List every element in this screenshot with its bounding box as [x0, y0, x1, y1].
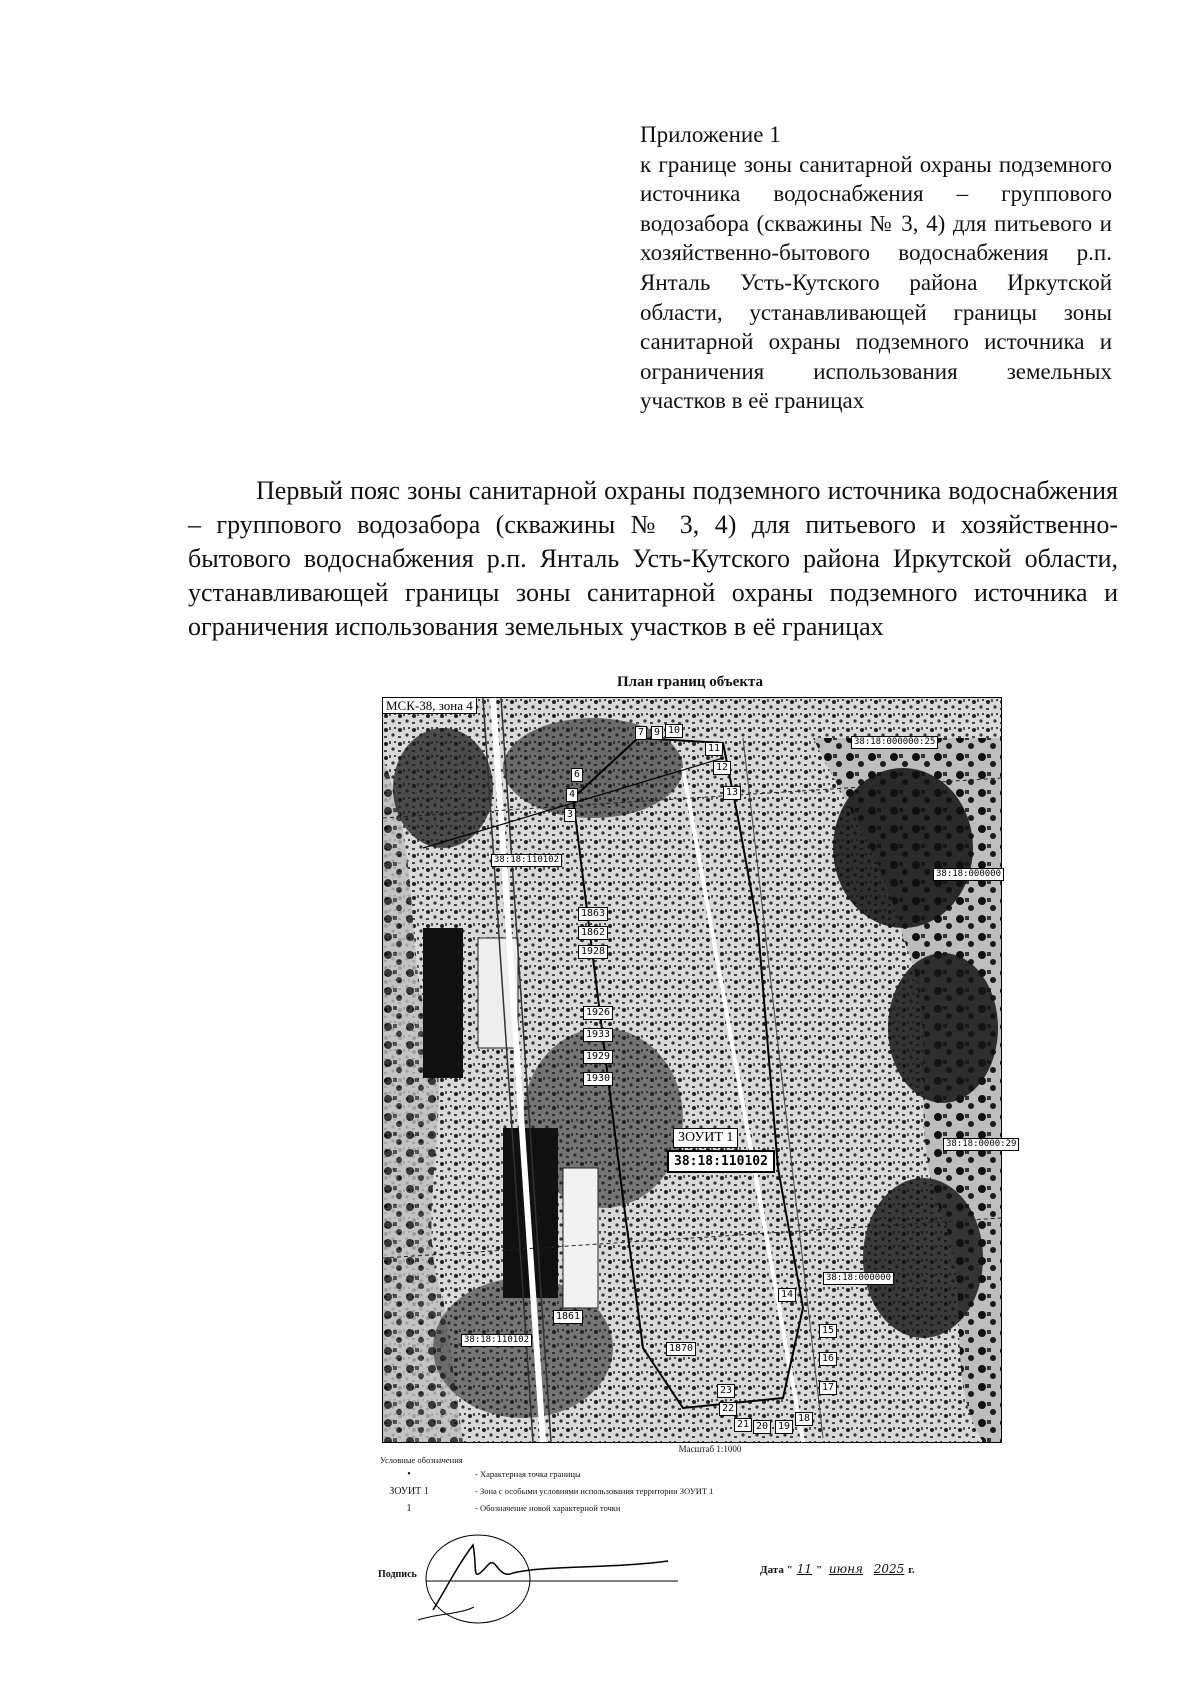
date-year: 2025 [873, 1562, 905, 1576]
point-label: 3 [564, 808, 576, 822]
point-label: 9 [651, 726, 663, 740]
lot-label: 1870 [666, 1342, 696, 1356]
point-label: 4 [566, 788, 578, 802]
legend-symbol-zone: ЗОУИТ 1 [389, 1486, 429, 1497]
main-paragraph: Первый пояс зоны санитарной охраны подземного источника водоснабжения – группового водозабора (скважины № 3, 4) для питьевого и хозяйственно-бытового водоснабжения р.п. Янталь Усть-Кутского района Иркутской области, устанавливающей границы зоны санитарной охраны подземного источника и ограничения использования земельных участков в её границах [188, 476, 1118, 641]
legend-row [380, 1486, 1000, 1500]
point-label: 13 [723, 786, 741, 800]
plan-title: План границ объекта [616, 674, 764, 690]
cadastral-label: 38:18:000000 [823, 1272, 894, 1285]
point-label: 19 [775, 1420, 793, 1434]
point-label: 7 [635, 726, 647, 740]
point-label: 23 [717, 1384, 735, 1398]
cadastral-label: 38:18:0000:29 [943, 1138, 1019, 1151]
point-label: 21 [734, 1418, 752, 1432]
signature-mark [378, 1525, 678, 1625]
point-label: 18 [795, 1412, 813, 1426]
point-label: 14 [778, 1288, 796, 1302]
legend-heading: Условные обозначения [380, 1455, 463, 1465]
date-label: Дата [760, 1564, 784, 1576]
signature-block [378, 1525, 678, 1625]
cadastral-label: 38:18:000000:25 [851, 736, 938, 749]
date-day: 11 [796, 1562, 812, 1576]
point-label: 22 [719, 1402, 737, 1416]
zone-label: ЗОУИТ 1 [673, 1128, 738, 1148]
legend-row [380, 1469, 1000, 1483]
cadastral-label: 38:18:000000 [933, 868, 1004, 881]
point-label: 10 [665, 724, 683, 738]
legend-text: - Зона с особыми условиями использования территории ЗОУИТ 1 [475, 1486, 714, 1496]
point-label: 20 [753, 1420, 771, 1434]
scale-label: Масштаб 1:1000 [678, 1444, 742, 1454]
point-label: 11 [705, 742, 723, 756]
point-label: 16 [819, 1352, 837, 1366]
parcel-label: 38:18:110102 [667, 1150, 775, 1173]
lot-label: 1863 [578, 907, 608, 921]
point-label: 17 [819, 1381, 837, 1395]
date-month: июня [828, 1562, 863, 1576]
boundary-map [382, 697, 1017, 1443]
cadastral-label: 38:18:110102 [461, 1334, 532, 1347]
appendix-block [640, 120, 1112, 416]
lot-label: 1930 [583, 1072, 613, 1086]
legend-symbol-number: 1 [406, 1503, 412, 1514]
point-label: 15 [819, 1324, 837, 1338]
lot-label: 1933 [583, 1028, 613, 1042]
lot-label: 1928 [578, 945, 608, 959]
legend-text: - Характерная точка границы [475, 1469, 581, 1479]
signature-label: Подпись [378, 1569, 417, 1580]
lot-label: 1929 [583, 1050, 613, 1064]
lot-label: 1926 [583, 1006, 613, 1020]
date-suffix: г. [908, 1564, 915, 1576]
date-block: Дата " 11 " июня 2025 г. [760, 1562, 915, 1576]
appendix-title: Приложение 1 [640, 122, 781, 147]
appendix-text: к границе зоны санитарной охраны подземного источника водоснабжения – группового водозабора (скважины № 3, 4) для питьевого и хозяйственно-бытового водоснабжения р.п. Янталь Усть-Кутского района Иркутской области, устанавливающей границы зоны санитарной охраны подземного источника и ограничения использования земельных участков в её границах [640, 151, 1112, 414]
legend-symbol-point: • [407, 1469, 411, 1480]
point-label: 12 [713, 761, 731, 775]
lot-label: 1861 [553, 1310, 583, 1324]
legend-text: - Обозначение новой характерной точки [475, 1503, 621, 1513]
cadastral-label: 38:18:110102 [491, 854, 562, 867]
map-imagery [383, 698, 1001, 1442]
point-label: 6 [571, 768, 583, 782]
crs-label: МСК-38, зона 4 [383, 698, 477, 714]
legend-row [380, 1503, 1000, 1517]
lot-label: 1862 [578, 926, 608, 940]
